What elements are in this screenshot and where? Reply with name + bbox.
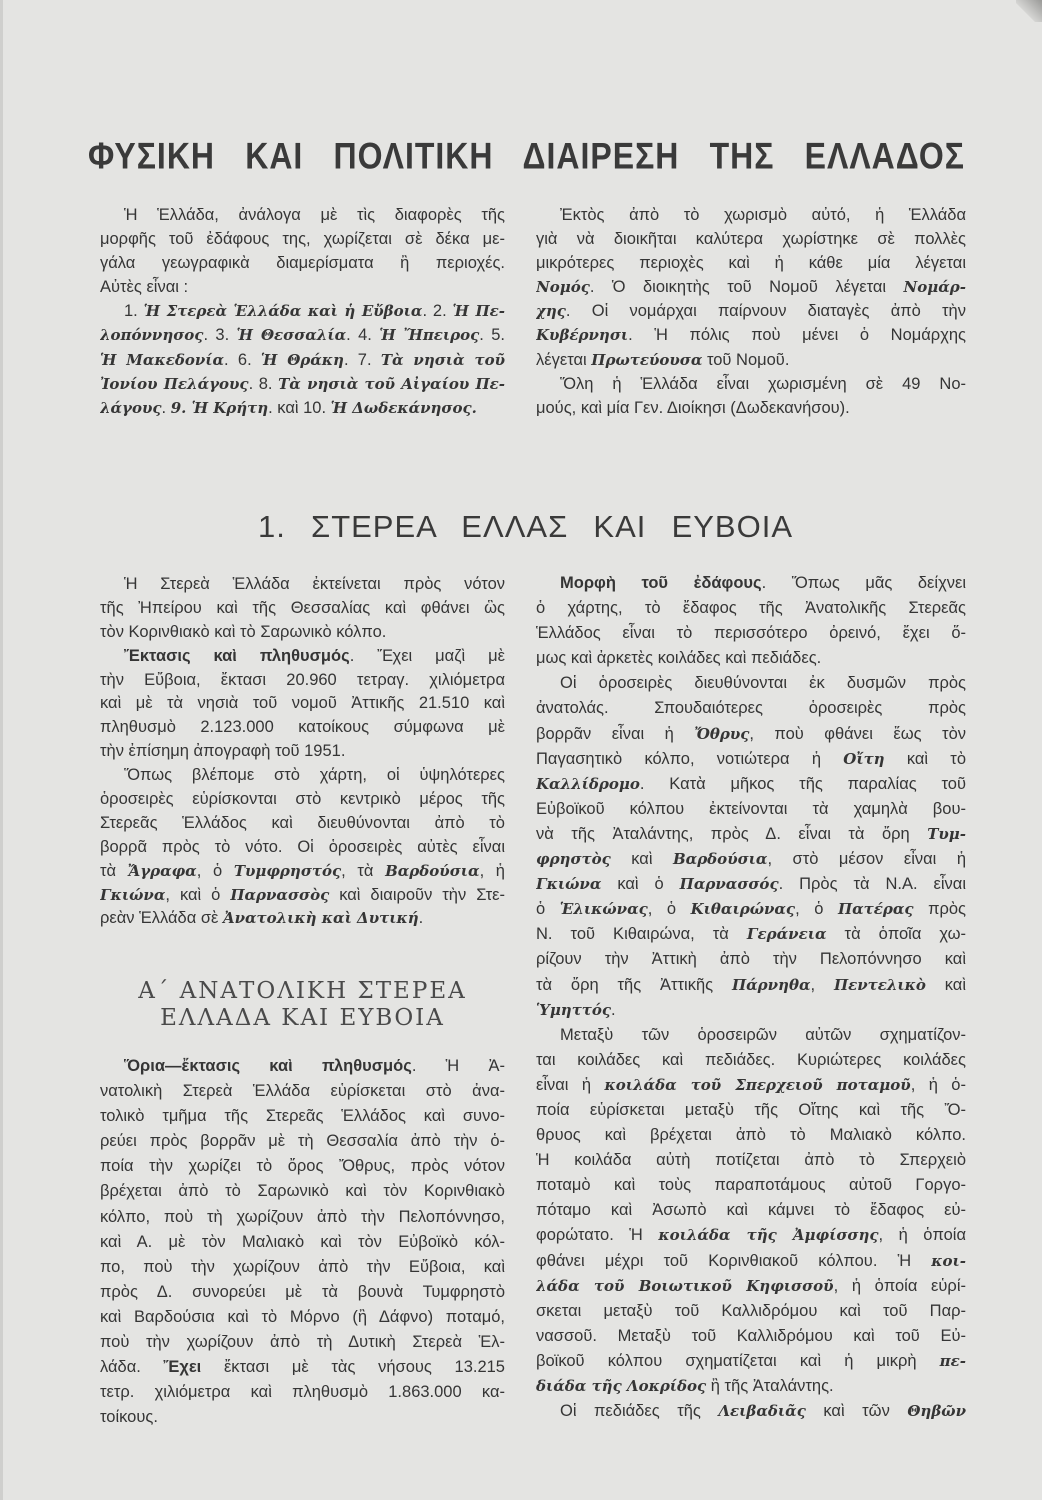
text: .	[418, 909, 424, 928]
emphasized-term: Ὄθρυς	[694, 724, 750, 743]
text: καὶ	[610, 850, 673, 869]
text: καὶ τῶν	[805, 1402, 908, 1421]
text-line	[536, 747, 966, 772]
subsection-column-left	[100, 1054, 505, 1430]
text-line	[100, 836, 505, 860]
emphasized-term: Πατέρας	[837, 900, 914, 919]
text-line	[536, 596, 966, 621]
text-line	[536, 348, 966, 372]
emphasized-term: Ἡ Δωδεκάνησος.	[330, 398, 477, 417]
text-line	[100, 884, 505, 908]
emphasized-term: διάδα τῆς Λοκρίδος	[536, 1377, 707, 1395]
emphasized-term: Πάρνηθα	[731, 975, 811, 994]
text: φορώτατο. Ἡ	[536, 1226, 659, 1245]
text: καὶ ὁ	[601, 875, 680, 894]
text: τῆς Ἠπείρου καὶ τῆς Θεσσαλίας καὶ φθάνει ὣς	[100, 598, 505, 617]
text-line	[536, 251, 966, 275]
text: . 3.	[203, 326, 237, 345]
text-line	[100, 251, 505, 275]
emphasized-term: Πεντελικὸ	[833, 975, 926, 994]
text: .	[161, 398, 171, 417]
text-line	[100, 1129, 505, 1154]
emphasized-term: Βαρδούσια	[672, 850, 768, 869]
intro-column-right	[536, 203, 966, 420]
text: ἢ τῆς Ἀταλάντης.	[706, 1377, 834, 1395]
text-line	[536, 998, 966, 1023]
emphasized-term: Ἑλικώνας	[559, 900, 648, 919]
emphasized-term: Κυβέρνησι	[536, 326, 629, 345]
emphasized-term: Ἡ Μακεδονία	[100, 350, 225, 369]
text: νατολικὴ Στερεὰ Ἑλλάδα εὑρίσκεται στὸ ἀνα-	[100, 1082, 505, 1101]
emphasized-term: Ἄγραφα	[127, 861, 197, 880]
bold-heading: Μορφὴ τοῦ ἐδάφους	[560, 574, 762, 592]
text-line	[100, 348, 505, 372]
text-line	[536, 947, 966, 972]
text: Μεταξὺ τῶν ὁροσειρῶν αὐτῶν σχηματίζον-	[560, 1025, 966, 1044]
text: ὁ	[536, 900, 560, 919]
subsection-title-line: ΕΛΛΑΔΑ ΚΑΙ ΕΥΒΟΙΑ	[160, 1005, 445, 1031]
text-line	[536, 275, 966, 299]
text: Αὐτὲς εἶναι :	[100, 278, 189, 297]
emphasized-term: Γκιώνα	[536, 875, 602, 894]
text: . Ἡ Ἀ-	[411, 1057, 505, 1075]
emphasized-term: Ἡ Πε-	[452, 302, 505, 321]
text: Οἱ ὁροσειρὲς διευθύνονται ἐκ δυσμῶν πρὸς	[560, 674, 966, 693]
text-line	[100, 1205, 505, 1230]
text-line	[100, 597, 505, 621]
text-line	[536, 1399, 966, 1424]
text-line	[100, 621, 505, 645]
text: ἀνατολάς. Σπουδαιότερες ὁροσειρὲς πρὸς	[536, 699, 966, 718]
subsection-title	[100, 978, 505, 1032]
emphasized-term: Γκιώνα	[100, 885, 166, 904]
text-line	[536, 797, 966, 822]
text: βορρᾶ πρὸς τὸ νότο. Οἱ ὁροσειρὲς αὐτὲς εἶναι	[100, 837, 505, 856]
text-line	[100, 1154, 505, 1179]
emphasized-term: Ὑμηττός	[536, 1000, 612, 1019]
text-line	[536, 227, 966, 251]
text-line	[536, 1223, 966, 1248]
text: . Ἡ πόλις ποὺ μένει ὁ Νομάρχης	[628, 326, 966, 345]
text: μορφῆς τοῦ ἐδάφους της, χωρίζεται σὲ δέκα με-	[100, 230, 505, 249]
text-line	[100, 1079, 505, 1104]
emphasized-term: Οἴτη	[843, 749, 885, 768]
text: Στερεᾶς Ἑλλάδος καὶ διευθύνονται ἀπὸ τὸ	[100, 813, 505, 832]
text-line	[536, 1299, 966, 1324]
text: .	[611, 1000, 616, 1019]
subsection-title-line: Α΄ ΑΝΑΤΟΛΙΚΗ ΣΤΕΡΕΑ	[138, 978, 467, 1004]
text: . καὶ 10.	[268, 398, 331, 417]
bold-heading: Ἔκτασις καὶ πληθυσμός	[124, 646, 350, 665]
text-line	[536, 299, 966, 323]
emphasized-term: Λειβαδιᾶς	[718, 1402, 806, 1421]
paragraph	[536, 571, 966, 671]
text-line	[536, 372, 966, 396]
text-line	[536, 1098, 966, 1123]
text-line	[100, 372, 505, 396]
text: μικρότερες περιοχὲς καὶ ἡ κάθε μία λέγεται	[536, 254, 966, 273]
text: Ὅλη ἡ Ἑλλάδα εἶναι χωρισμένη σὲ 49 Νο-	[560, 374, 966, 393]
text-line	[100, 203, 505, 227]
page-corner-curl	[1016, 0, 1042, 22]
text-line	[536, 1123, 966, 1148]
text: μούς, καὶ μία Γεν. Διοίκησι (Δωδεκανήσου).	[536, 398, 850, 417]
text-line	[100, 396, 505, 420]
text-line	[100, 1330, 505, 1355]
emphasized-term: φρηστὸς	[536, 850, 611, 869]
text: λάδα.	[100, 1358, 164, 1377]
emphasized-term: Ἡ Στερεὰ Ἑλλάδα καὶ ἡ Εὔβοια	[143, 302, 423, 321]
emphasized-term: Παρνασσός	[679, 875, 779, 894]
text: ρεύει πρὸς βορρᾶν μὲ τὴ Θεσσαλία ἀπὸ τὴν ὁ-	[100, 1132, 505, 1151]
text-line	[536, 1374, 966, 1399]
text: . Ἔχει μαζὶ μὲ	[349, 646, 505, 665]
text-line	[100, 669, 505, 693]
paragraph	[536, 203, 966, 372]
text-line	[100, 907, 505, 931]
text: , ὁ	[795, 900, 838, 919]
text: τὴν Εὔβοια, ἔκτασι 20.960 τετραγ. χιλιόμετρα	[100, 670, 505, 689]
text: ποία τὴν χωρίζει τὸ ὄρος Ὄθρυς, πρὸς νότον	[100, 1157, 505, 1176]
paragraph	[536, 671, 966, 1022]
text: βρέχεται ἀπὸ τὸ Σαρωνικὸ καὶ τὸν Κορινθιακὸ	[100, 1182, 505, 1201]
text-line	[100, 1355, 505, 1380]
text-line	[536, 396, 966, 420]
text: καὶ διαιροῦν τὴν Στε-	[329, 885, 505, 904]
text: τὰ ὄρη τῆς Ἀττικῆς	[536, 975, 732, 994]
text: , ποὺ φθάνει ἕως τὸν	[749, 724, 966, 743]
text-line	[100, 764, 505, 788]
text: 1.	[124, 302, 144, 321]
emphasized-term: λάδα τοῦ Βοιωτικοῦ Κηφισσοῦ	[536, 1276, 834, 1295]
text: σκεται μεταξὺ τοῦ Καλλιδρόμου καὶ τοῦ Παρ-	[536, 1301, 966, 1320]
text: τὴν ἐπίσημη ἀπογραφὴ τοῦ 1951.	[100, 742, 346, 761]
text-line	[100, 1255, 505, 1280]
text: τὰ ὁποῖα χω-	[826, 925, 966, 944]
text: Ν. τοῦ Κιθαιρώνα, τὰ	[536, 925, 747, 944]
emphasized-term: Νομός	[536, 278, 590, 297]
text: τὸν Κορινθιακὸ καὶ τὸ Σαρωνικὸ κόλπο.	[100, 622, 387, 641]
text-line	[100, 227, 505, 251]
text-line	[100, 275, 505, 299]
page-edge	[0, 0, 3, 1500]
emphasized-term: Τυμφρηστός	[233, 861, 342, 880]
text: βοϊκοῦ κόλπου σχηματίζεται καὶ ἡ μικρὴ	[536, 1351, 940, 1370]
emphasized-term: Ἡ Θεσσαλία	[236, 326, 347, 345]
text: ,	[810, 975, 834, 994]
text-line	[536, 1073, 966, 1098]
text: μως καὶ ἀρκετὲς κοιλάδες καὶ πεδιάδες.	[536, 649, 822, 668]
text-line	[100, 692, 505, 716]
text-line	[100, 299, 505, 323]
emphasized-term: Τὰ νησιὰ τοῦ	[380, 350, 505, 369]
text: πληθυσμὸ 2.123.000 κατοίκους σύμφωνα μὲ	[100, 718, 505, 737]
text-line	[536, 203, 966, 227]
emphasized-term: Καλλίδρομο	[536, 774, 640, 793]
text: καὶ Α. μὲ τὸν Μαλιακὸ καὶ τὸν Εὐβοϊκὸ κόλ-	[100, 1232, 505, 1251]
text-line	[100, 573, 505, 597]
text: . Ὅπως μᾶς δείχνει	[761, 574, 966, 592]
emphasized-term: Πρωτεύουσα	[591, 350, 703, 369]
text-line	[536, 323, 966, 347]
emphasized-term: Θηβῶν	[907, 1402, 966, 1421]
text-line	[100, 812, 505, 836]
text-line	[100, 1054, 505, 1079]
text-line	[536, 571, 966, 596]
paragraph	[100, 764, 505, 931]
text: Ἡ Στερεὰ Ἑλλάδα ἐκτείνεται πρὸς νότον	[124, 575, 505, 593]
text: , καὶ ὁ	[165, 885, 231, 904]
text: . Ὁ διοικητὴς τοῦ Νομοῦ λέγεται	[589, 278, 904, 297]
text-line	[536, 1048, 966, 1073]
text: πρὸς	[913, 900, 966, 919]
text-line	[536, 1198, 966, 1223]
text-line	[536, 671, 966, 696]
text: , ἡ ὁποία εὑρί-	[833, 1276, 966, 1295]
text: τολικὸ τμῆμα τῆς Στερεᾶς Ἑλλάδος καὶ συνο-	[100, 1107, 505, 1126]
text: ρεὰν Ἑλλάδα σὲ	[100, 909, 223, 928]
text: βορρᾶν εἶναι ἡ	[536, 724, 695, 743]
emphasized-term: Τὰ νησιὰ τοῦ Αἰγαίου Πε-	[278, 374, 505, 393]
text: , ἡ ὁ-	[910, 1075, 966, 1094]
text-line	[100, 716, 505, 740]
paragraph	[100, 1054, 505, 1430]
text: ὁροσειρὲς εὑρίσκονται στὸ κεντρικὸ μέρος τῆς	[100, 790, 505, 809]
emphasized-term: Ἀνατολικὴ καὶ Δυτική	[222, 909, 419, 928]
text-line	[536, 973, 966, 998]
text: καὶ μὲ τὰ νησιὰ τοῦ νομοῦ Ἀττικῆς 21.510 καὶ	[100, 694, 505, 713]
emphasized-term: Γεράνεια	[746, 925, 827, 944]
text-line	[536, 1148, 966, 1173]
text: τετρ. χιλιόμετρα καὶ πληθυσμὸ 1.863.000 κα-	[100, 1383, 505, 1402]
text: καὶ τὸ	[884, 749, 966, 768]
paragraph	[100, 573, 505, 645]
text: πο, ποὺ τὴν χωρίζουν ἀπὸ τὴν Εὔβοια, καὶ	[100, 1257, 505, 1276]
text: ρίζουν τὴν Ἀττικὴ ἀπὸ τὴν Πελοπόννησο καὶ	[536, 950, 966, 969]
text-line	[100, 1179, 505, 1204]
section-title: 1. ΣΤΕΡΕΑ ΕΛΛΑΣ ΚΑΙ ΕΥΒΟΙΑ	[258, 509, 793, 544]
text: Οἱ πεδιάδες τῆς	[560, 1402, 719, 1421]
emphasized-term: κοιλάδα τοῦ Σπερχειοῦ ποταμοῦ	[604, 1075, 911, 1094]
emphasized-term: πε-	[939, 1351, 966, 1370]
text-line	[100, 1305, 505, 1330]
text-line	[536, 1324, 966, 1349]
text-line	[536, 696, 966, 721]
intro-column-left	[100, 203, 505, 420]
text-line	[100, 323, 505, 347]
text-line	[100, 860, 505, 884]
text-line	[536, 772, 966, 797]
text: . 4.	[346, 326, 380, 345]
text: Εὐβοϊκοῦ κόλπου ἐκτείνονται τὰ χαμηλὰ βου-	[536, 799, 966, 818]
text: κόλπο, ποὺ τὴ χωρίζουν ἀπὸ τὴν Πελοπόννησο,	[100, 1207, 505, 1226]
section-column-right	[536, 571, 966, 1424]
text-line	[536, 822, 966, 847]
text: . 6.	[224, 350, 261, 369]
text: . Πρὸς τὰ Ν.Α. εἶναι	[778, 875, 966, 894]
text: , ὁ	[647, 900, 691, 919]
bold-heading: Ὅρια—ἔκτασις καὶ πληθυσμός	[124, 1057, 412, 1075]
text: εἶναι ἡ	[536, 1075, 605, 1094]
text: πρὸς Δ. συνορεύει μὲ τὰ βουνὰ Τυμφρηστὸ	[100, 1282, 505, 1301]
text: πόταμο καὶ Ἀσωπὸ καὶ κάμνει τὸ ἔδαφος εὐ-	[536, 1201, 966, 1220]
text: Παγασητικὸ κόλπο, νοτιώτερα ἡ	[536, 749, 844, 768]
text: τοῦ Νομοῦ.	[702, 350, 790, 369]
text: , ἡ	[479, 861, 505, 880]
text-line	[536, 1274, 966, 1299]
paragraph	[536, 372, 966, 420]
paragraph	[100, 299, 505, 419]
text: , τὰ	[341, 861, 386, 880]
text: . Οἱ νομάρχαι παίρνουν διαταγὲς ἀπὸ τὴν	[565, 302, 966, 321]
emphasized-term: Παρνασσὸς	[230, 885, 330, 904]
paragraph	[536, 1023, 966, 1399]
text: . 7.	[343, 350, 381, 369]
text: γάλα γεωγραφικὰ διαμερίσματα ἢ περιοχές.	[100, 254, 505, 273]
text: γιὰ νὰ διοικῆται καλύτερα χωρίστηκε σὲ πολλὲς	[536, 230, 966, 249]
bold-heading: Ἔχει	[163, 1358, 202, 1377]
text-line	[536, 872, 966, 897]
text: . 8.	[248, 374, 279, 393]
text-line	[100, 1230, 505, 1255]
text: ὁ χάρτης, τὸ ἔδαφος τῆς Ἀνατολικῆς Στερεᾶς	[536, 599, 966, 618]
text: θρυος καὶ βρέχεται ἀπὸ τὸ Μαλιακὸ κόλπο.	[536, 1126, 966, 1145]
text-line	[100, 645, 505, 669]
text: τοίκους.	[100, 1408, 158, 1427]
text: λέγεται	[536, 350, 592, 369]
emphasized-term: λάγους	[100, 398, 162, 417]
text: ἔκτασι μὲ τὰς νήσους 13.215	[201, 1358, 505, 1377]
emphasized-term: Βαρδούσια	[385, 861, 480, 880]
text-line	[536, 1173, 966, 1198]
text: , ὁ	[196, 861, 234, 880]
text-line	[536, 1349, 966, 1374]
text: φθάνει μέχρι τοῦ Κορινθιακοῦ κόλπου. Ἡ	[536, 1251, 932, 1270]
text-line	[100, 788, 505, 812]
text: ποία εὑρίσκεται μεταξὺ τῆς Οἴτης καὶ τῆς Ὄ-	[536, 1100, 966, 1119]
text-line	[536, 847, 966, 872]
text: νὰ τῆς Ἀταλάντης, πρὸς Δ. εἶναι τὰ ὄρη	[536, 824, 928, 843]
paragraph	[100, 645, 505, 764]
text-line	[536, 646, 966, 671]
text-line	[100, 1104, 505, 1129]
emphasized-term: κοιλάδα τῆς Ἀμφίσσης	[658, 1226, 879, 1245]
text-line	[100, 740, 505, 764]
emphasized-term: Τυμ-	[927, 824, 966, 843]
text: Ἡ Ἑλλάδα, ἀνάλογα μὲ τὶς διαφορὲς τῆς	[124, 206, 505, 224]
emphasized-term: Ἡ Ἤπειρος	[379, 326, 480, 345]
emphasized-term: χης	[536, 302, 566, 321]
page-title: ΦΥΣΙΚΗ ΚΑΙ ΠΟΛΙΤΙΚΗ ΔΙΑΙΡΕΣΗ ΤΗΣ ΕΛΛΑΔΟΣ	[88, 135, 965, 177]
text: ποταμὸ καὶ τοὺς παραποτάμους αὐτοῦ Γοργο-	[536, 1176, 966, 1195]
text: Ἡ κοιλάδα αὐτὴ ποτίζεται ἀπὸ τὸ Σπερχειὸ	[536, 1151, 966, 1170]
text-line	[536, 922, 966, 947]
emphasized-term: Νομάρ-	[903, 278, 966, 297]
text: τὰ	[100, 861, 128, 880]
text: Ἐκτὸς ἀπὸ τὸ χωρισμὸ αὐτό, ἡ Ἑλλάδα	[560, 206, 966, 224]
text: καὶ Βαρδούσια καὶ τὸ Μόρνο (ἢ Δάφνο) ποταμό,	[100, 1307, 505, 1326]
text: Ὅπως βλέπομε στὸ χάρτη, οἱ ὑψηλότερες	[124, 766, 505, 785]
text: . Κατὰ μῆκος τῆς παραλίας τοῦ	[639, 774, 966, 793]
emphasized-term: 9. Ἡ Κρήτη	[170, 398, 269, 417]
text-line	[536, 621, 966, 646]
text-line	[536, 722, 966, 747]
emphasized-term: Ἡ Θράκη	[260, 350, 344, 369]
emphasized-term: Ἰονίου Πελάγους	[100, 374, 249, 393]
text: ποὺ τὴν χωρίζουν ἀπὸ τὴ Δυτικὴ Στερεὰ Ἑλ-	[100, 1333, 505, 1352]
text: . 2.	[422, 302, 453, 321]
emphasized-term: Κιθαιρώνας	[690, 900, 796, 919]
text: , ἡ ὁποία	[878, 1226, 966, 1245]
text: καὶ	[925, 975, 966, 994]
text-line	[100, 1280, 505, 1305]
text-line	[536, 1023, 966, 1048]
text-line	[100, 1405, 505, 1430]
emphasized-term: λοπόννησος	[100, 326, 204, 345]
text: ται κοιλάδες καὶ πεδιάδες. Κυριώτερες κοιλάδες	[536, 1050, 966, 1069]
text: . 5.	[479, 326, 505, 345]
paragraph	[536, 1399, 966, 1424]
emphasized-term: κοι-	[931, 1251, 966, 1270]
text: , στὸ μέσον εἶναι ἡ	[767, 850, 966, 869]
text-line	[100, 1380, 505, 1405]
text: νασσοῦ. Μεταξὺ τοῦ Καλλιδρόμου καὶ τοῦ Εὐ-	[536, 1326, 966, 1345]
text: Ἑλλάδος εἶναι τὸ περισσότερο ὀρεινό, ἔχει ὅ-	[536, 624, 966, 643]
section-column-left	[100, 573, 505, 931]
paragraph	[100, 203, 505, 299]
text-line	[536, 897, 966, 922]
text-line	[536, 1249, 966, 1274]
